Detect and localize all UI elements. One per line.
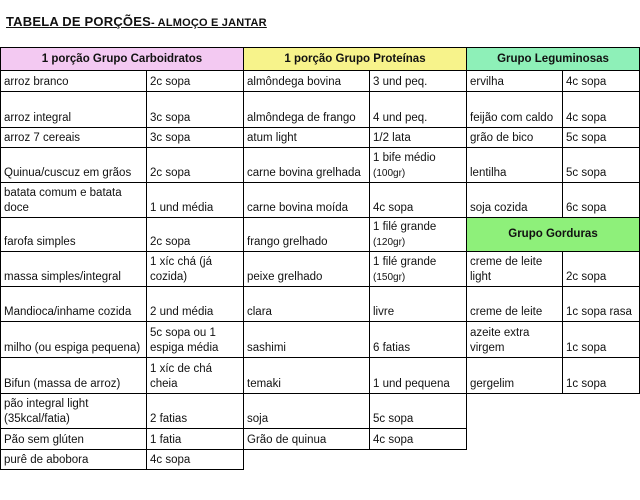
- prot-food: carne bovina moída: [244, 183, 370, 218]
- portion-table: [0, 47, 640, 470]
- prot-food: soja: [244, 394, 370, 429]
- carb-food: Bifun (massa de arroz): [1, 358, 147, 394]
- header-row: [1, 48, 640, 71]
- carb-portion: 2c sopa: [147, 148, 244, 183]
- page-title: [6, 14, 267, 29]
- gord-portion: 1c sopa rasa: [563, 287, 640, 322]
- prot-food: frango grelhado: [244, 218, 370, 252]
- leg-food: lentilha: [467, 148, 563, 183]
- gord-food: creme de leite light: [467, 252, 563, 287]
- header-leguminosas: Grupo Leguminosas: [467, 48, 640, 71]
- table-row: [1, 322, 640, 358]
- carb-portion: 3c sopa: [147, 92, 244, 128]
- header-gorduras: Grupo Gorduras: [467, 218, 640, 252]
- carb-food: purê de abobora: [1, 450, 147, 470]
- carb-portion: 1 fatia: [147, 429, 244, 450]
- carb-food: pão integral light (35kcal/fatia): [1, 394, 147, 429]
- gord-food: gergelim: [467, 358, 563, 394]
- carb-portion: 1 und média: [147, 183, 244, 218]
- carb-portion: 2 fatias: [147, 394, 244, 429]
- carb-food: Quinua/cuscuz em grãos: [1, 148, 147, 183]
- leg-food: feijão com caldo: [467, 92, 563, 128]
- table-row: [1, 183, 640, 218]
- table-row: [1, 450, 640, 470]
- prot-food: atum light: [244, 128, 370, 148]
- carb-food: milho (ou espiga pequena): [1, 322, 147, 358]
- prot-portion-note: (120gr): [373, 237, 406, 248]
- prot-portion-text: 1 filé grande: [373, 221, 437, 233]
- gord-food: azeite extra virgem: [467, 322, 563, 358]
- leg-portion: 4c sopa: [563, 71, 640, 92]
- prot-portion: [370, 252, 467, 287]
- prot-food: almôndega de frango: [244, 92, 370, 128]
- leg-food: ervilha: [467, 71, 563, 92]
- gord-portion: 1c sopa: [563, 358, 640, 394]
- carb-portion: 4c sopa: [147, 450, 244, 470]
- prot-portion: 1/2 lata: [370, 128, 467, 148]
- table-row: [1, 71, 640, 92]
- table-row: [1, 252, 640, 287]
- prot-food: Grão de quinua: [244, 429, 370, 450]
- prot-portion: 4 und peq.: [370, 92, 467, 128]
- prot-portion: 4c sopa: [370, 183, 467, 218]
- carb-portion: 1 xíc de chá cheia: [147, 358, 244, 394]
- table-row: [1, 148, 640, 183]
- leg-food: soja cozida: [467, 183, 563, 218]
- prot-portion: 3 und peq.: [370, 71, 467, 92]
- table-row: [1, 394, 640, 429]
- prot-portion: 5c sopa: [370, 394, 467, 429]
- table-row: [1, 92, 640, 128]
- prot-portion-note: (150gr): [373, 272, 406, 283]
- leg-portion: 5c sopa: [563, 148, 640, 183]
- prot-food: almôndega bovina: [244, 71, 370, 92]
- prot-food: clara: [244, 287, 370, 322]
- prot-portion-text: 1 filé grande: [373, 256, 437, 268]
- prot-portion: 4c sopa: [370, 429, 467, 450]
- gord-portion: 2c sopa: [563, 252, 640, 287]
- carb-food: batata comum e batata doce: [1, 183, 147, 218]
- carb-portion: 1 xíc chá (já cozida): [147, 252, 244, 287]
- prot-food: peixe grelhado: [244, 252, 370, 287]
- table-row: [1, 287, 640, 322]
- carb-food: Pão sem glúten: [1, 429, 147, 450]
- prot-portion: 6 fatias: [370, 322, 467, 358]
- leg-portion: 4c sopa: [563, 92, 640, 128]
- table-row: [1, 358, 640, 394]
- prot-food: temaki: [244, 358, 370, 394]
- header-proteinas: 1 porção Grupo Proteínas: [244, 48, 467, 71]
- prot-portion-text: 1 bife médio: [373, 152, 436, 164]
- carb-food: farofa simples: [1, 218, 147, 252]
- table-row: [1, 218, 640, 252]
- prot-portion: 1 und pequena: [370, 358, 467, 394]
- title-sub: - ALMOÇO E JANTAR: [150, 17, 267, 29]
- carb-food: arroz 7 cereais: [1, 128, 147, 148]
- leg-food: grão de bico: [467, 128, 563, 148]
- leg-portion: 5c sopa: [563, 128, 640, 148]
- gord-food: creme de leite: [467, 287, 563, 322]
- carb-portion: 5c sopa ou 1 espiga média: [147, 322, 244, 358]
- carb-food: massa simples/integral: [1, 252, 147, 287]
- carb-portion: 2c sopa: [147, 218, 244, 252]
- carb-portion: 2c sopa: [147, 71, 244, 92]
- prot-portion: [370, 148, 467, 183]
- carb-food: arroz integral: [1, 92, 147, 128]
- carb-food: arroz branco: [1, 71, 147, 92]
- prot-portion: [370, 218, 467, 252]
- gord-portion: 1c sopa: [563, 322, 640, 358]
- table-row: [1, 128, 640, 148]
- prot-food: carne bovina grelhada: [244, 148, 370, 183]
- prot-portion-note: (100gr): [373, 168, 406, 179]
- carb-portion: 2 und média: [147, 287, 244, 322]
- header-carboidratos: 1 porção Grupo Carboidratos: [1, 48, 244, 71]
- leg-portion: 6c sopa: [563, 183, 640, 218]
- table-row: [1, 429, 640, 450]
- title-main: TABELA DE PORÇÕES: [6, 14, 151, 29]
- prot-portion: livre: [370, 287, 467, 322]
- carb-food: Mandioca/inhame cozida: [1, 287, 147, 322]
- prot-food: sashimi: [244, 322, 370, 358]
- carb-portion: 3c sopa: [147, 128, 244, 148]
